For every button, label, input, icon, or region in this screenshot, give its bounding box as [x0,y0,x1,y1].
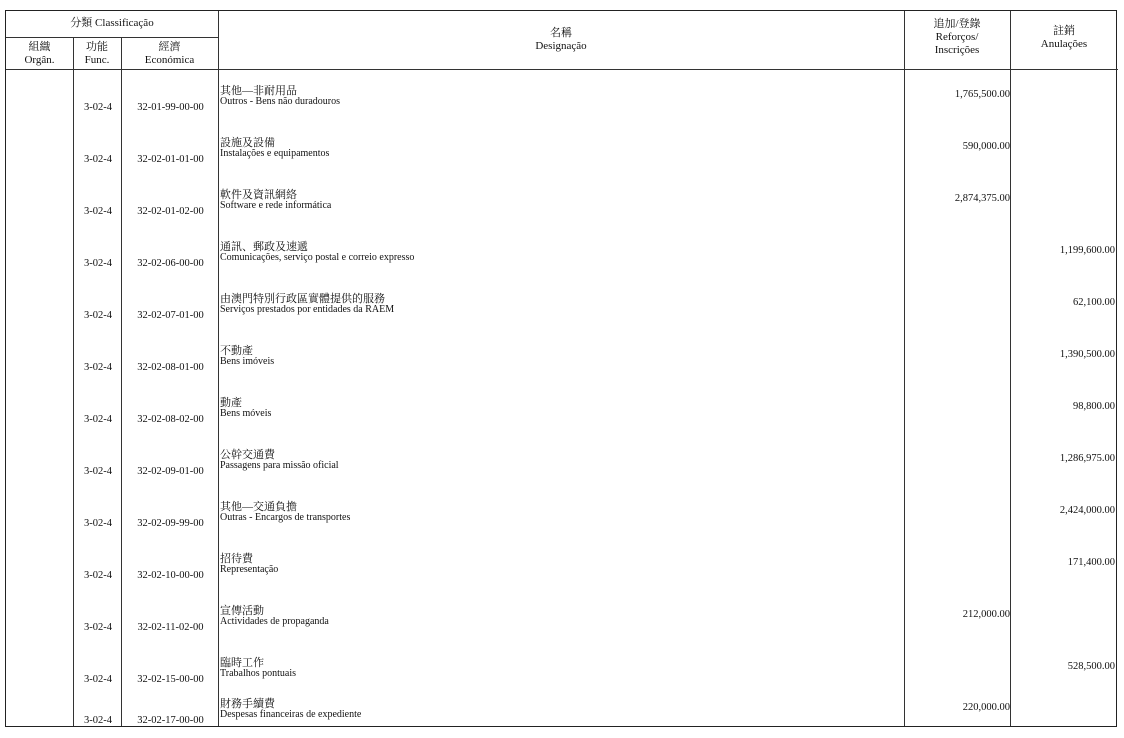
func-code: 3-02-4 [84,154,112,165]
anulacoes-amount: 62,100.00 [1073,297,1115,308]
designation-pt: Despesas financeiras de expediente [220,709,362,720]
econ-code: 32-02-09-99-00 [137,518,204,529]
econ-code: 32-01-99-00-00 [137,102,204,113]
reforcos-amount: 220,000.00 [962,702,1010,713]
func-header-pt: Func. [84,54,110,66]
designation-zh: 宣傳活動 [220,605,264,617]
func-header-zh: 功能 [86,41,108,53]
anulacoes-header [1010,25,1118,51]
designation-pt: Comunicações, serviço postal e correio expresso [220,252,415,263]
reforcos-header [904,18,1010,57]
table-row [6,684,1118,736]
reforcos-header-pt2: Inscrições [934,44,980,56]
designation-zh: 設施及設備 [220,137,275,149]
designation-zh: 由澳門特別行政區實體提供的服務 [220,293,385,305]
designation-pt: Actividades de propaganda [220,616,329,627]
designation-pt: Representação [220,564,279,575]
designation-zh: 其他—非耐用品 [220,85,297,97]
reforcos-header-zh: 追加/登錄 [933,18,981,30]
divider [6,37,218,38]
table-row [6,331,1118,383]
func-code: 3-02-4 [84,518,112,529]
econ-header [121,41,218,67]
table-row [6,539,1118,591]
func-code: 3-02-4 [84,674,112,685]
designation-zh: 招待費 [220,553,253,565]
table-row [6,383,1118,435]
anulacoes-amount: 98,800.00 [1073,401,1115,412]
func-code: 3-02-4 [84,362,112,373]
func-code: 3-02-4 [84,414,112,425]
econ-code: 32-02-17-00-00 [137,715,204,726]
designation-header-zh: 名稱 [550,27,572,39]
designation-header [218,27,904,53]
reforcos-header-pt1: Reforços/ [935,31,979,43]
table-row [6,71,1118,123]
designation-header-pt: Designação [535,40,587,52]
reforcos-amount: 590,000.00 [962,141,1010,152]
designation-pt: Bens móveis [220,408,272,419]
func-code: 3-02-4 [84,622,112,633]
organ-header-pt: Orgân. [24,54,55,66]
econ-code: 32-02-09-01-00 [137,466,204,477]
anulacoes-amount: 171,400.00 [1067,557,1115,568]
designation-zh: 財務手續費 [220,698,275,710]
classification-header: 分類 Classificação [70,17,154,29]
organ-header [6,41,73,67]
econ-code: 32-02-01-02-00 [137,206,204,217]
func-code: 3-02-4 [84,102,112,113]
anulacoes-amount: 528,500.00 [1067,661,1115,672]
anulacoes-amount: 1,286,975.00 [1059,453,1115,464]
designation-pt: Bens imóveis [220,356,275,367]
anulacoes-amount: 1,199,600.00 [1059,245,1115,256]
table-row [6,435,1118,487]
designation-pt: Trabalhos pontuais [220,668,297,679]
econ-header-zh: 經濟 [158,41,181,53]
organ-header-zh: 組織 [28,41,51,53]
reforcos-amount: 2,874,375.00 [954,193,1010,204]
econ-code: 32-02-10-00-00 [137,570,204,581]
func-code: 3-02-4 [84,570,112,581]
reforcos-amount: 212,000.00 [962,609,1010,620]
designation-pt: Passagens para missão oficial [220,460,339,471]
designation-zh: 公幹交通費 [220,449,275,461]
designation-pt: Outros - Bens não duradouros [220,96,340,107]
designation-pt: Serviços prestados por entidades da RAEM [220,304,395,315]
anulacoes-header-pt: Anulações [1040,38,1088,50]
designation-zh: 通訊、郵政及速遞 [220,241,308,253]
func-code: 3-02-4 [84,310,112,321]
econ-code: 32-02-01-01-00 [137,154,204,165]
table-row [6,591,1118,643]
econ-code: 32-02-07-01-00 [137,310,204,321]
econ-code: 32-02-11-02-00 [137,622,204,633]
table-row [6,123,1118,175]
econ-code: 32-02-08-01-00 [137,362,204,373]
table-row [6,227,1118,279]
designation-zh: 不動產 [220,345,253,357]
designation-pt: Outras - Encargos de transportes [220,512,351,523]
anulacoes-header-zh: 註銷 [1053,25,1075,37]
anulacoes-amount: 2,424,000.00 [1059,505,1115,516]
econ-header-pt: Económica [144,54,195,66]
func-code: 3-02-4 [84,715,112,726]
econ-code: 32-02-08-02-00 [137,414,204,425]
budget-table [5,10,1117,727]
designation-pt: Instalações e equipamentos [220,148,330,159]
reforcos-amount: 1,765,500.00 [954,89,1010,100]
func-code: 3-02-4 [84,466,112,477]
table-row [6,279,1118,331]
func-header [73,41,121,67]
econ-code: 32-02-06-00-00 [137,258,204,269]
designation-zh: 軟件及資訊網絡 [220,189,297,201]
anulacoes-amount: 1,390,500.00 [1059,349,1115,360]
divider [6,69,1118,70]
econ-code: 32-02-15-00-00 [137,674,204,685]
designation-zh: 臨時工作 [220,657,264,669]
table-row [6,175,1118,227]
table-row [6,487,1118,539]
designation-pt: Software e rede informática [220,200,332,211]
designation-zh: 動產 [220,397,242,409]
designation-zh: 其他—交通負擔 [220,501,297,513]
func-code: 3-02-4 [84,206,112,217]
func-code: 3-02-4 [84,258,112,269]
